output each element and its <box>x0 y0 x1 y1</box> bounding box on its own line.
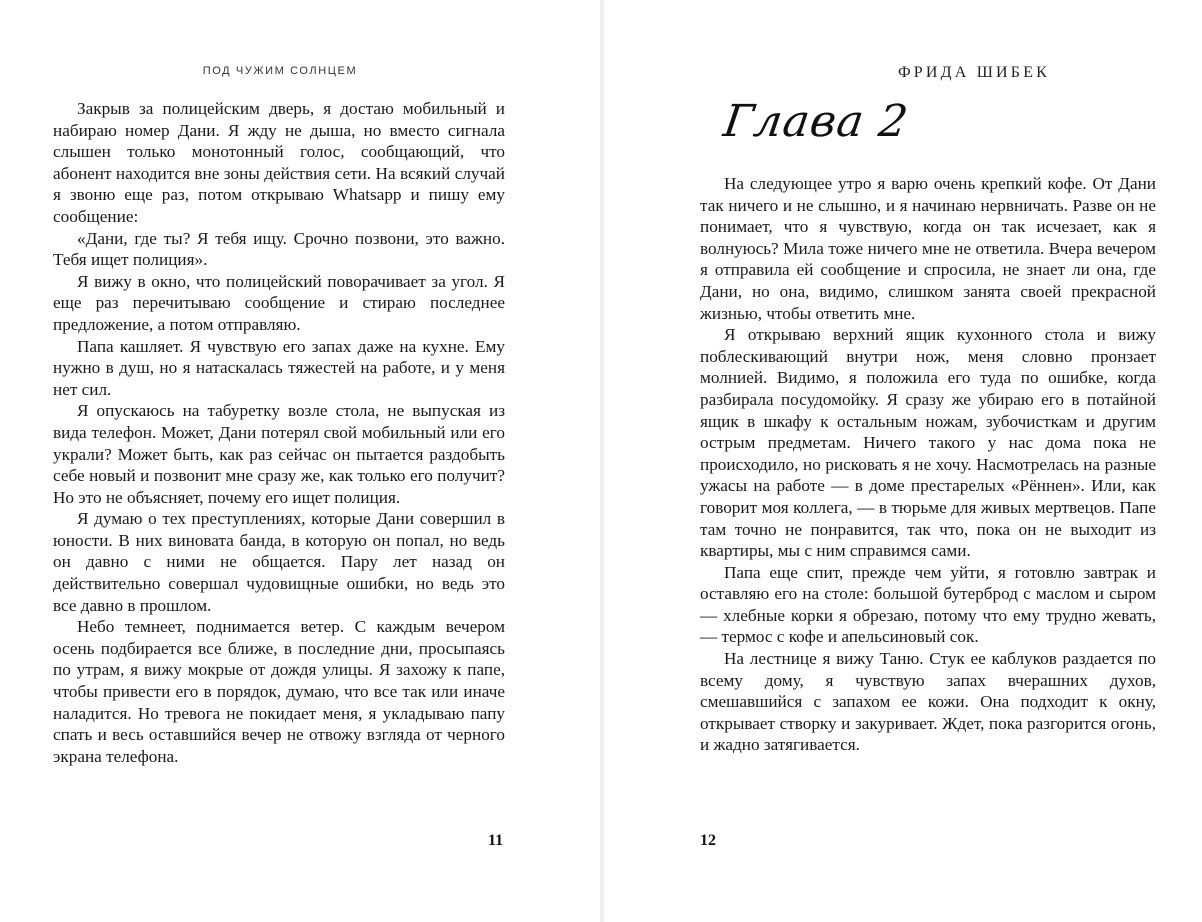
paragraph: Я вижу в окно, что полицейский поворачивает за угол. Я еще раз перечитываю сообщение и стираю последнее предложение, а потом отправляю. <box>53 271 505 334</box>
left-page-text <box>53 98 505 767</box>
running-head-author: ФРИДА ШИБЕК <box>897 64 1051 81</box>
right-page <box>604 0 1202 922</box>
paragraph: «Дани, где ты? Я тебя ищу. Срочно позвони, это важно. Тебя ищет полиция». <box>53 228 505 270</box>
right-page-text <box>700 173 1156 756</box>
page-number: 12 <box>700 832 716 849</box>
paragraph: Папа еще спит, прежде чем уйти, я готовлю завтрак и оставляю его на столе: большой бутерброд с маслом и сыром — хлебные корки я обрезаю, потому что ему трудно жевать, — термос с кофе и апельсиновый сок. <box>700 562 1156 647</box>
running-head-book-title: ПОД ЧУЖИМ СОЛНЦЕМ <box>202 65 358 77</box>
chapter-title: Глава 2 <box>720 96 912 147</box>
paragraph: На следующее утро я варю очень крепкий кофе. От Дани так ничего и не слышно, и я начинаю нервничать. Разве он не понимает, что я чувствую, когда он так исчезает, как я волнуюсь? Мила тоже ничего мне не ответила. Вчера вечером я отправила ей сообщение и спросила, не знает ли она, где Дани, но она, видимо, слишком занята своей прекрасной жизнью, чтобы ответить мне. <box>700 174 1156 323</box>
paragraph: Закрыв за полицейским дверь, я достаю мобильный и набираю номер Дани. Я жду не дыша, но вместо сигнала слышен только монотонный голос, сообщающий, что абонент находится вне зоны действия сети. На всякий случай я звоню еще раз, потом открываю Whatsapp и пишу ему сообщение: <box>53 99 505 226</box>
paragraph: Я открываю верхний ящик кухонного стола и вижу поблескивающий внутри нож, меня словно пронзает молнией. Видимо, я положила его туда по ошибке, когда разбирала посудомойку. Я сразу же убираю его в потайной ящик в шкафу к остальным ножам, зубочисткам и другим острым предметам. Ничего такого у нас дома пока не происходило, но рисковать я не хочу. Насмотрелась на разные ужасы на работе — в доме престарелых «Рённен». Или, как говорит моя коллега, — в тюрьме для живых мертвецов. Папе там точно не понравится, так что, пока он не выходит из квартиры, мы с ним справимся сами. <box>700 325 1156 561</box>
paragraph: Я думаю о тех преступлениях, которые Дани совершил в юности. В них виновата банда, в которую он попал, но ведь он давно с ними не общается. Пару лет назад он действительно совершал чудовищные ошибки, но ведь это все давно в прошлом. <box>53 509 505 615</box>
page-number: 11 <box>488 832 504 849</box>
paragraph: Папа кашляет. Я чувствую его запах даже на кухне. Ему нужно в душ, но я натаскалась тяжестей на работе, и у меня нет сил. <box>53 336 505 399</box>
paragraph: На лестнице я вижу Таню. Стук ее каблуков раздается по всему дому, я чувствую запах вчерашних духов, смешавшийся с запахом ее кожи. Она подходит к окну, открывает створку и закуривает. Ждет, пока разгорится огонь, и жадно затягивается. <box>700 649 1156 755</box>
left-page <box>0 0 600 922</box>
paragraph: Я опускаюсь на табуретку возле стола, не выпуская из вида телефон. Может, Дани потерял свой мобильный или его украли? Может быть, как раз сейчас он пытается раздобыть себе новый и позвонит мне сразу же, как только его получит? Но это не объясняет, почему его ищет полиция. <box>53 401 505 507</box>
paragraph: Небо темнеет, поднимается ветер. С каждым вечером осень подбирается все ближе, в последние дни, просыпаясь по утрам, я вижу мокрые от дождя улицы. Я захожу к папе, чтобы привести его в порядок, думаю, что все так или иначе наладится. Но тревога не покидает меня, я укладываю папу спать и весь оставшийся вечер не отвожу взгляда от черного экрана телефона. <box>53 617 505 766</box>
